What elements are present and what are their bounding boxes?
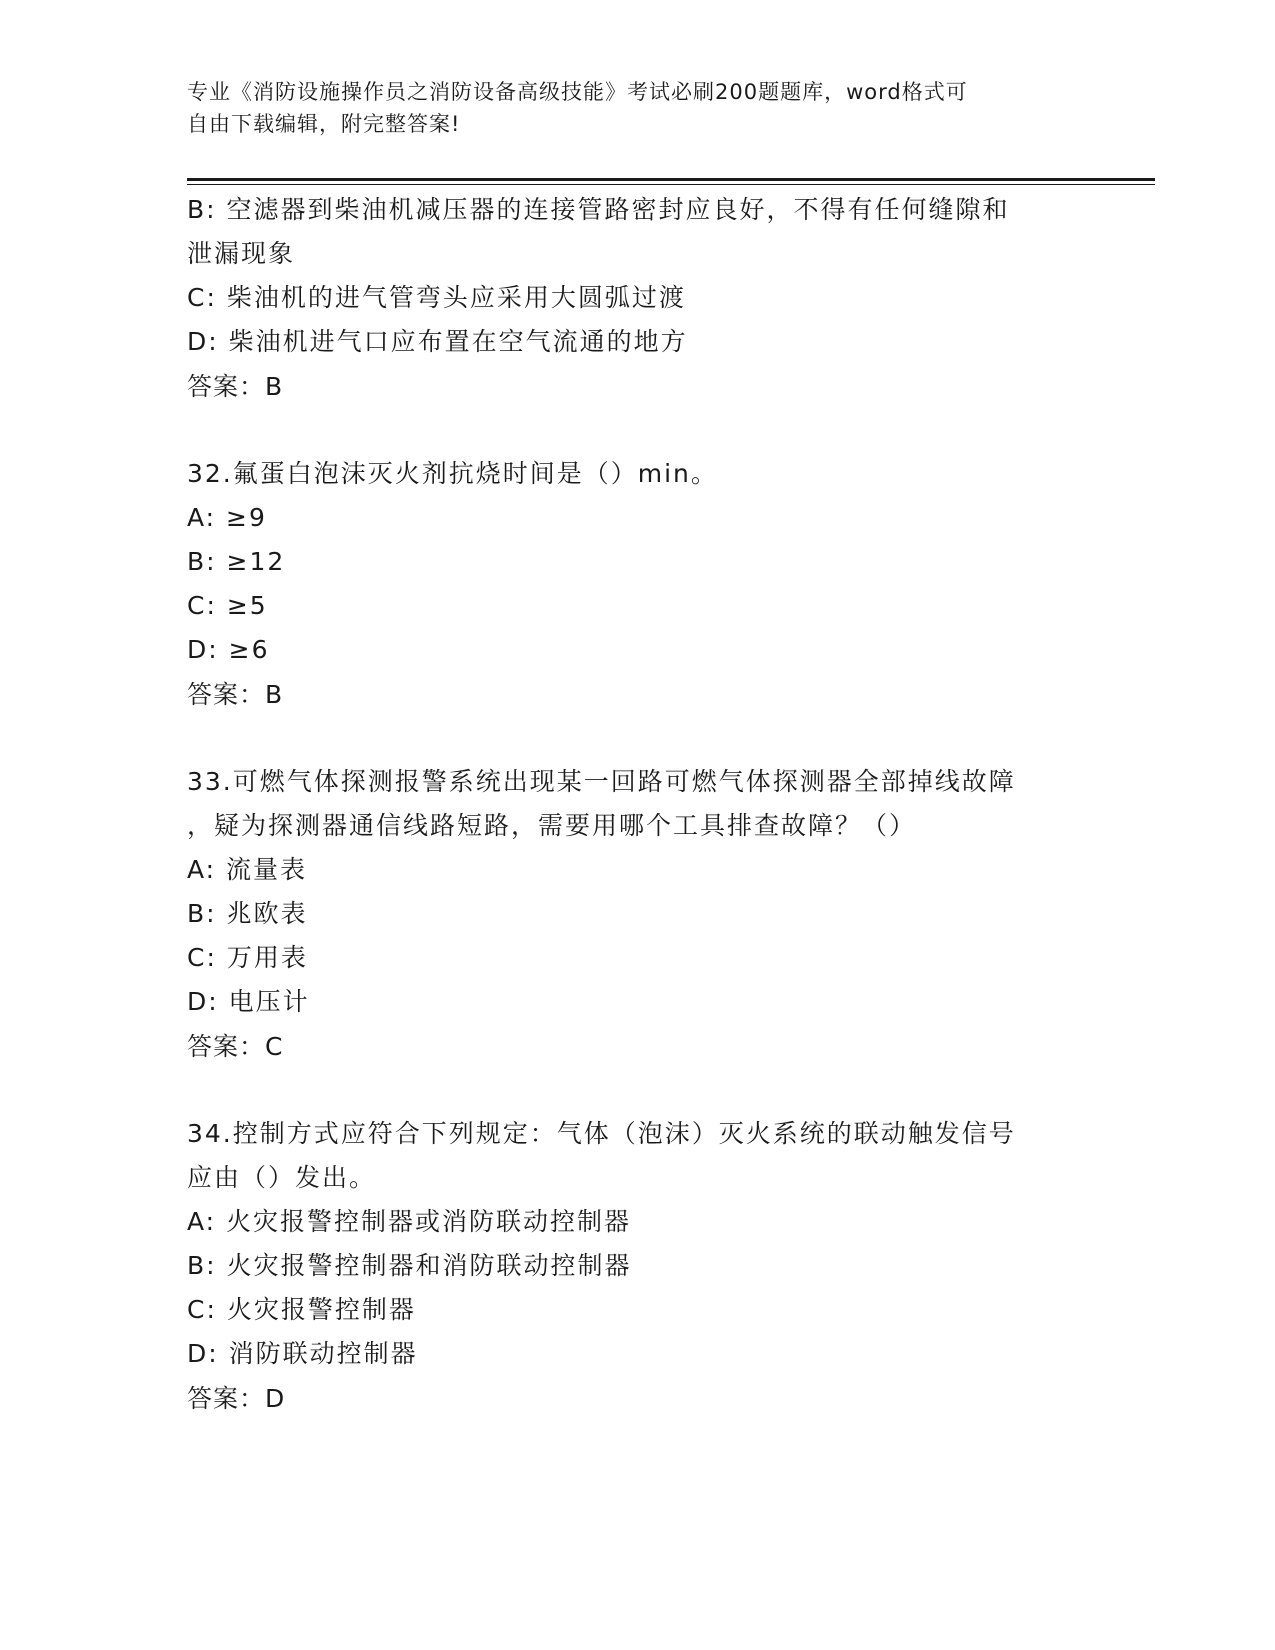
q34-option-c: C: 火灾报警控制器 [187, 1295, 416, 1324]
q34-question-line-1: 34.控制方式应符合下列规定：气体（泡沫）灭火系统的联动触发信号 [187, 1119, 1016, 1148]
q33-option-b: B: 兆欧表 [187, 899, 308, 928]
q33-option-a: A: 流量表 [187, 855, 308, 884]
q32-option-a: A: ≥9 [187, 503, 267, 532]
q32-option-c: C: ≥5 [187, 591, 268, 620]
q31-option-b-line-1: B: 空滤器到柴油机减压器的连接管路密封应良好，不得有任何缝隙和 [187, 195, 1010, 224]
q34-question-line-2: 应由（）发出。 [187, 1163, 377, 1192]
q32-option-d: D: ≥6 [187, 635, 270, 664]
header-divider-thick [187, 178, 1155, 181]
q34-option-a: A: 火灾报警控制器或消防联动控制器 [187, 1207, 632, 1236]
q33-answer: 答案：C [187, 1032, 284, 1061]
q32-question: 32.氟蛋白泡沫灭火剂抗烧时间是（）min。 [187, 459, 718, 488]
q31-answer: 答案：B [187, 372, 284, 401]
q31-option-d: D: 柴油机进气口应布置在空气流通的地方 [187, 327, 688, 356]
q33-option-d: D: 电压计 [187, 987, 310, 1016]
q33-question-line-1: 33.可燃气体探测报警系统出现某一回路可燃气体探测器全部掉线故障 [187, 767, 1016, 796]
q34-answer: 答案：D [187, 1384, 286, 1413]
header-line-1: 专业《消防设施操作员之消防设备高级技能》考试必刷200题题库，word格式可 [187, 80, 968, 104]
q33-question-line-2: ，疑为探测器通信线路短路，需要用哪个工具排查故障？（） [187, 811, 917, 840]
document-header [187, 76, 1087, 140]
q34-option-d: D: 消防联动控制器 [187, 1339, 418, 1368]
q32-answer: 答案：B [187, 680, 284, 709]
q31-option-b-line-2: 泄漏现象 [187, 239, 296, 268]
q33-option-c: C: 万用表 [187, 943, 308, 972]
q34-option-b: B: 火灾报警控制器和消防联动控制器 [187, 1251, 632, 1280]
q32-option-b: B: ≥12 [187, 547, 286, 576]
q31-option-c: C: 柴油机的进气管弯头应采用大圆弧过渡 [187, 283, 686, 312]
header-divider-thin [187, 184, 1155, 185]
header-line-2: 自由下载编辑，附完整答案! [187, 112, 461, 136]
